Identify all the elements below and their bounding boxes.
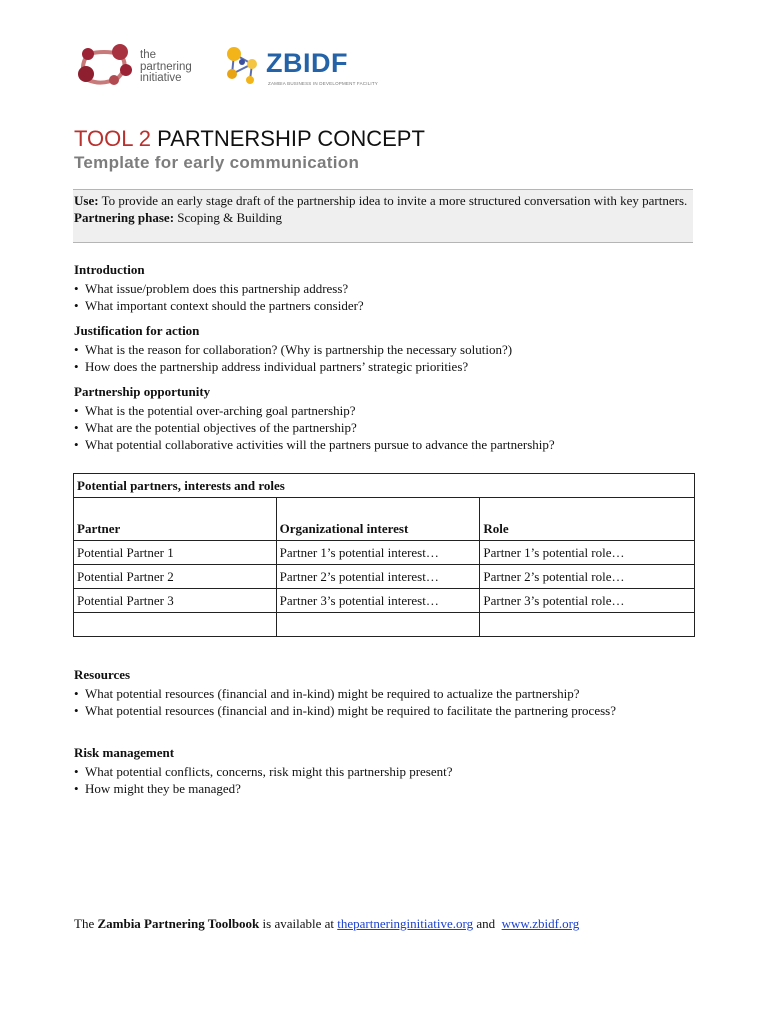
bullet-list [74,402,696,453]
bullet-item: • What is the potential over-arching goal partnership? [74,403,356,418]
use-label: Use: [74,193,99,208]
table-cell: Potential Partner 3 [74,589,277,613]
bullet-text: What issue/problem does this partnership address? [85,281,349,296]
section-justification [74,322,696,375]
table-cell: Partner 1’s potential interest… [276,541,480,565]
bullet-item: • What issue/problem does this partnership address? [74,281,349,296]
bullet-item: • What potential collaborative activities will the partners pursue to advance the partnership? [74,437,555,452]
table-cell: Partner 3’s potential role… [480,589,695,613]
table-caption: Potential partners, interests and roles [74,474,695,498]
bullet-text: What is the potential over-arching goal partnership? [85,403,356,418]
footer [74,916,579,932]
bullet-text: What potential conflicts, concerns, risk might this partnership present? [85,764,453,779]
table-cell [276,613,480,637]
bullet-item: • What are the potential objectives of the partnership? [74,420,357,435]
bullet-item: • What is the reason for collaboration? (Why is partnership the necessary solution?) [74,342,513,357]
bullet-item: • What potential resources (financial and in-kind) might be required to facilitate the partnering process? [74,703,616,718]
section-heading: Partnership opportunity [74,384,211,399]
footer-and: and [473,916,502,931]
phase-label: Partnering phase: [74,210,175,225]
tool-name: PARTNERSHIP CONCEPT [157,126,425,151]
bullet-item: • How does the partnership address individual partners’ strategic priorities? [74,359,469,374]
footer-pre: The [74,916,98,931]
bullet-text: What important context should the partners consider? [85,298,364,313]
zbidf-link[interactable]: www.zbidf.org [501,916,580,931]
table-cell: Partner 2’s potential role… [480,565,695,589]
bullet-item: • What important context should the partners consider? [74,298,364,313]
bullet-list [74,685,696,719]
partnering-initiative-logo [74,40,214,90]
bullet-text: How does the partnership address individual partners’ strategic priorities? [85,359,469,374]
table-header-row [74,498,695,541]
column-header: Organizational interest [276,498,480,541]
table-row-empty [74,613,695,637]
column-header: Role [480,498,695,541]
phase-text: Scoping & Building [177,210,283,225]
bullet-text: What potential resources (financial and in-kind) might be required to actualize the partnership? [85,686,580,701]
tpi-wordmark [140,50,192,85]
page-title [74,126,425,152]
zbidf-network-icon [222,44,264,88]
bullet-text: How might they be managed? [85,781,241,796]
partners-table [73,473,695,637]
section-heading: Introduction [74,262,145,277]
toolbook-name: Zambia Partnering Toolbook [97,916,260,931]
zbidf-wordmark: ZBIDF [266,48,348,78]
tpi-circles-icon [74,40,138,90]
table-row [74,541,695,565]
section-introduction [74,261,696,314]
bullet-text: What potential resources (financial and in-kind) might be required to facilitate the partnering process? [85,703,616,718]
bullet-text: What are the potential objectives of the partnership? [85,420,357,435]
table-cell: Partner 1’s potential role… [480,541,695,565]
phase-line [74,209,693,226]
use-line [74,192,693,209]
table-cell: Partner 3’s potential interest… [276,589,480,613]
footer-mid: is available at [259,916,338,931]
section-resources [74,666,696,719]
table-row [74,589,695,613]
tpi-text-line: the [140,49,156,61]
section-heading: Resources [74,667,131,682]
zbidf-tagline: ZAMBIA BUSINESS IN DEVELOPMENT FACILITY [268,81,378,86]
bullet-list [74,763,696,797]
zbidf-logo [222,44,378,96]
section-partnership-opportunity [74,383,696,453]
table-cell [74,613,277,637]
table-cell: Potential Partner 1 [74,541,277,565]
page-subtitle: Template for early communication [74,153,360,172]
tpi-text-line: partnering [140,60,192,73]
use-text: To provide an early stage draft of the partnership idea to invite a more structured conversation with key partners. [101,193,688,208]
table-caption-row [74,474,695,498]
bullet-list [74,280,696,314]
bullet-list [74,341,696,375]
bullet-item: • How might they be managed? [74,781,241,796]
section-heading: Risk management [74,745,175,760]
bullet-item: • What potential resources (financial and in-kind) might be required to actualize the partnership? [74,686,580,701]
bullet-text: What potential collaborative activities will the partners pursue to advance the partnership? [85,437,555,452]
tool-number: TOOL 2 [74,126,152,151]
bullet-item: • What potential conflicts, concerns, risk might this partnership present? [74,764,453,779]
header-logos [74,34,378,96]
tpi-text-line: initiative [140,72,182,84]
table-cell: Partner 2’s potential interest… [276,565,480,589]
tpi-link[interactable]: thepartneringinitiative.org [337,916,474,931]
bullet-text: What is the reason for collaboration? (Why is partnership the necessary solution?) [85,342,513,357]
section-risk-management [74,744,696,797]
table-row [74,565,695,589]
column-header: Partner [74,498,277,541]
section-heading: Justification for action [74,323,200,338]
table-cell: Potential Partner 2 [74,565,277,589]
table-cell [480,613,695,637]
use-box [73,189,693,243]
